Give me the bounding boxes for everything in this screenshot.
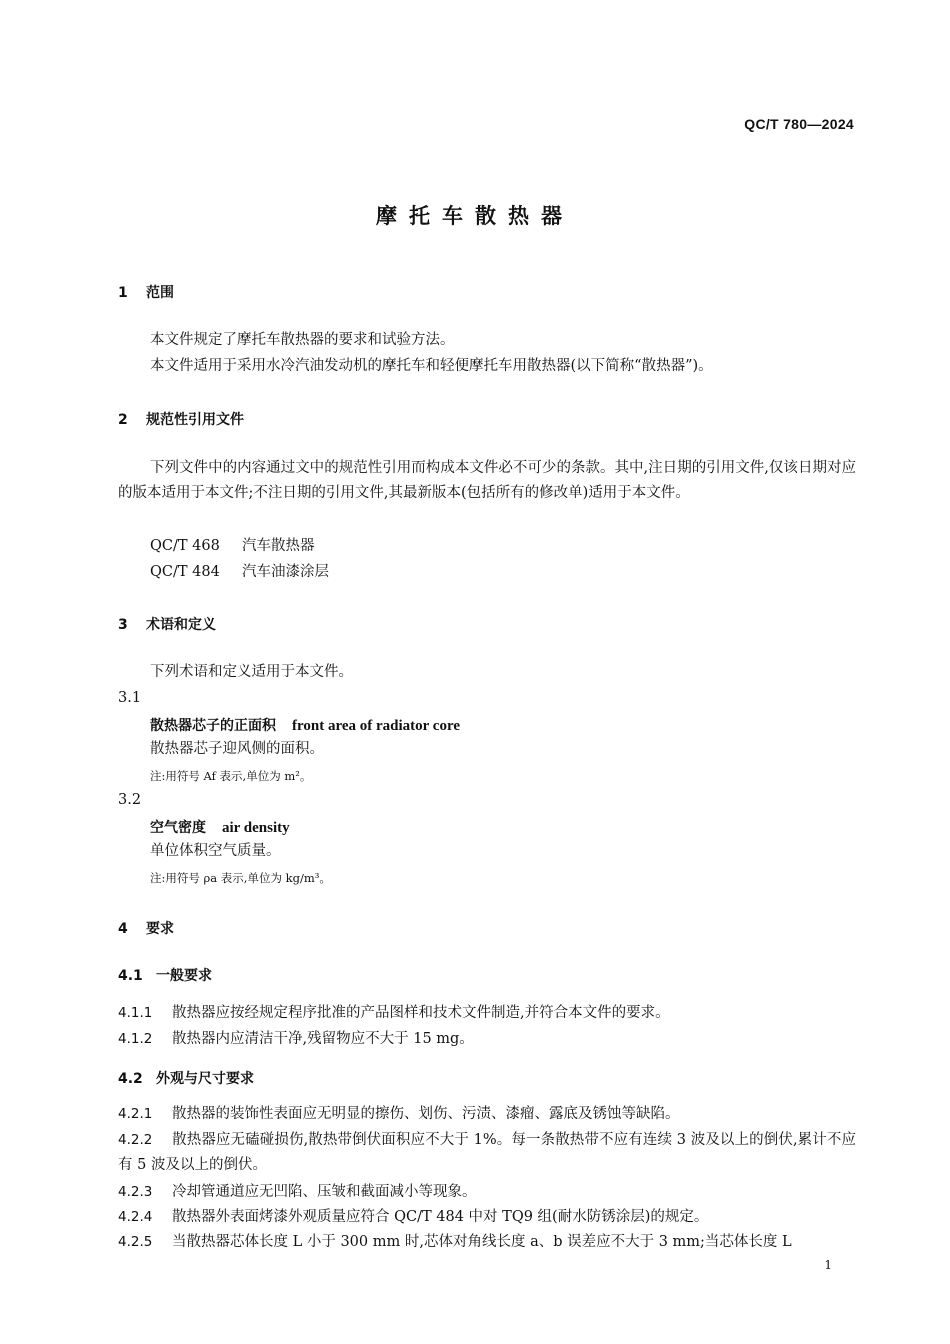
- term-note: 注:用符号 Af 表示,单位为 m²。: [150, 769, 312, 783]
- standard-code: QC/T 780—2024: [744, 116, 854, 132]
- section-4-heading: [118, 918, 174, 938]
- section-2-heading: [118, 409, 244, 429]
- term-definition: 散热器芯子迎风侧的面积。: [150, 741, 324, 757]
- section-title: 规范性引用文件: [146, 412, 244, 428]
- section-number: 4: [118, 921, 128, 937]
- term-zh: 空气密度: [150, 820, 206, 836]
- clause-text: 冷却管通道应无凹陷、压皱和截面减小等现象。: [172, 1184, 477, 1200]
- reference-item: [150, 560, 329, 585]
- page-number: 1: [824, 1258, 832, 1272]
- reference-code: QC/T 484: [150, 564, 220, 580]
- section-title: 范围: [146, 285, 174, 301]
- clause: [118, 1205, 708, 1230]
- clause-number: 4.2.4: [118, 1209, 153, 1225]
- term-number: 3.1: [118, 690, 142, 706]
- document-title: 摩托车散热器: [376, 204, 574, 228]
- term-en: front area of radiator core: [292, 718, 461, 734]
- clause-text: 散热器应无磕碰损伤,散热带倒伏面积应不大于 1%。每一条散热带不应有连续 3 波及以上的倒伏,累计不应有 5 波及以上的倒伏。: [118, 1132, 856, 1173]
- reference-title: 汽车散热器: [242, 538, 315, 554]
- section-title: 要求: [146, 921, 174, 937]
- term-definition: 单位体积空气质量。: [150, 843, 281, 859]
- clause-number: 4.1.2: [118, 1031, 153, 1047]
- reference-title: 汽车油漆涂层: [242, 564, 329, 580]
- paragraph: 下列术语和定义适用于本文件。: [150, 664, 353, 680]
- section-number: 1: [118, 285, 128, 301]
- term-zh: 散热器芯子的正面积: [150, 718, 276, 734]
- subsection-heading: [118, 965, 212, 985]
- subsection-title: 外观与尺寸要求: [156, 1071, 254, 1087]
- term-note: 注:用符号 ρa 表示,单位为 kg/m³。: [150, 871, 331, 885]
- reference-item: [150, 534, 315, 559]
- clause: [118, 1180, 477, 1205]
- clause-text: 散热器应按经规定程序批准的产品图样和技术文件制造,并符合本文件的要求。: [172, 1005, 670, 1021]
- clause: [118, 1230, 792, 1255]
- clause-text: 散热器外表面烤漆外观质量应符合 QC/T 484 中对 TQ9 组(耐水防锈涂层)的规定。: [172, 1209, 709, 1225]
- section-number: 2: [118, 412, 128, 428]
- clause-number: 4.2.3: [118, 1184, 153, 1200]
- section-3-heading: [118, 614, 216, 634]
- clause: [118, 1102, 680, 1127]
- section-1-heading: [118, 282, 174, 302]
- subsection-number: 4.1: [118, 968, 143, 984]
- term-number: 3.2: [118, 792, 142, 808]
- clause: [118, 1027, 474, 1052]
- clause-text: 当散热器芯体长度 L 小于 300 mm 时,芯体对角线长度 a、b 误差应不大于 3 mm;当芯体长度 L: [172, 1234, 792, 1250]
- clause-number: 4.1.1: [118, 1005, 153, 1021]
- paragraph: 本文件规定了摩托车散热器的要求和试验方法。: [150, 332, 455, 348]
- subsection-number: 4.2: [118, 1071, 143, 1087]
- clause-number: 4.2.1: [118, 1106, 153, 1122]
- subsection-title: 一般要求: [156, 968, 212, 984]
- clause-text: 散热器内应清洁干净,残留物应不大于 15 mg。: [172, 1031, 474, 1047]
- reference-code: QC/T 468: [150, 538, 220, 554]
- subsection-heading: [118, 1068, 254, 1088]
- paragraph: 下列文件中的内容通过文中的规范性引用而构成本文件必不可少的条款。其中,注日期的引用文件,仅该日期对应的版本适用于本文件;不注日期的引用文件,其最新版本(包括所有的修改单)适用于本文件。: [118, 460, 856, 501]
- clause-number: 4.2.5: [118, 1234, 153, 1250]
- paragraph: 本文件适用于采用水冷汽油发动机的摩托车和轻便摩托车用散热器(以下简称“散热器”)。: [150, 358, 713, 374]
- clause: [118, 1001, 670, 1026]
- section-title: 术语和定义: [146, 617, 216, 633]
- term-heading: [150, 817, 290, 837]
- clause: [118, 1128, 856, 1178]
- term-heading: [150, 715, 460, 735]
- section-number: 3: [118, 617, 128, 633]
- clause-number: 4.2.2: [118, 1132, 153, 1148]
- clause-text: 散热器的装饰性表面应无明显的擦伤、划伤、污渍、漆瘤、露底及锈蚀等缺陷。: [172, 1106, 680, 1122]
- term-en: air density: [222, 820, 290, 836]
